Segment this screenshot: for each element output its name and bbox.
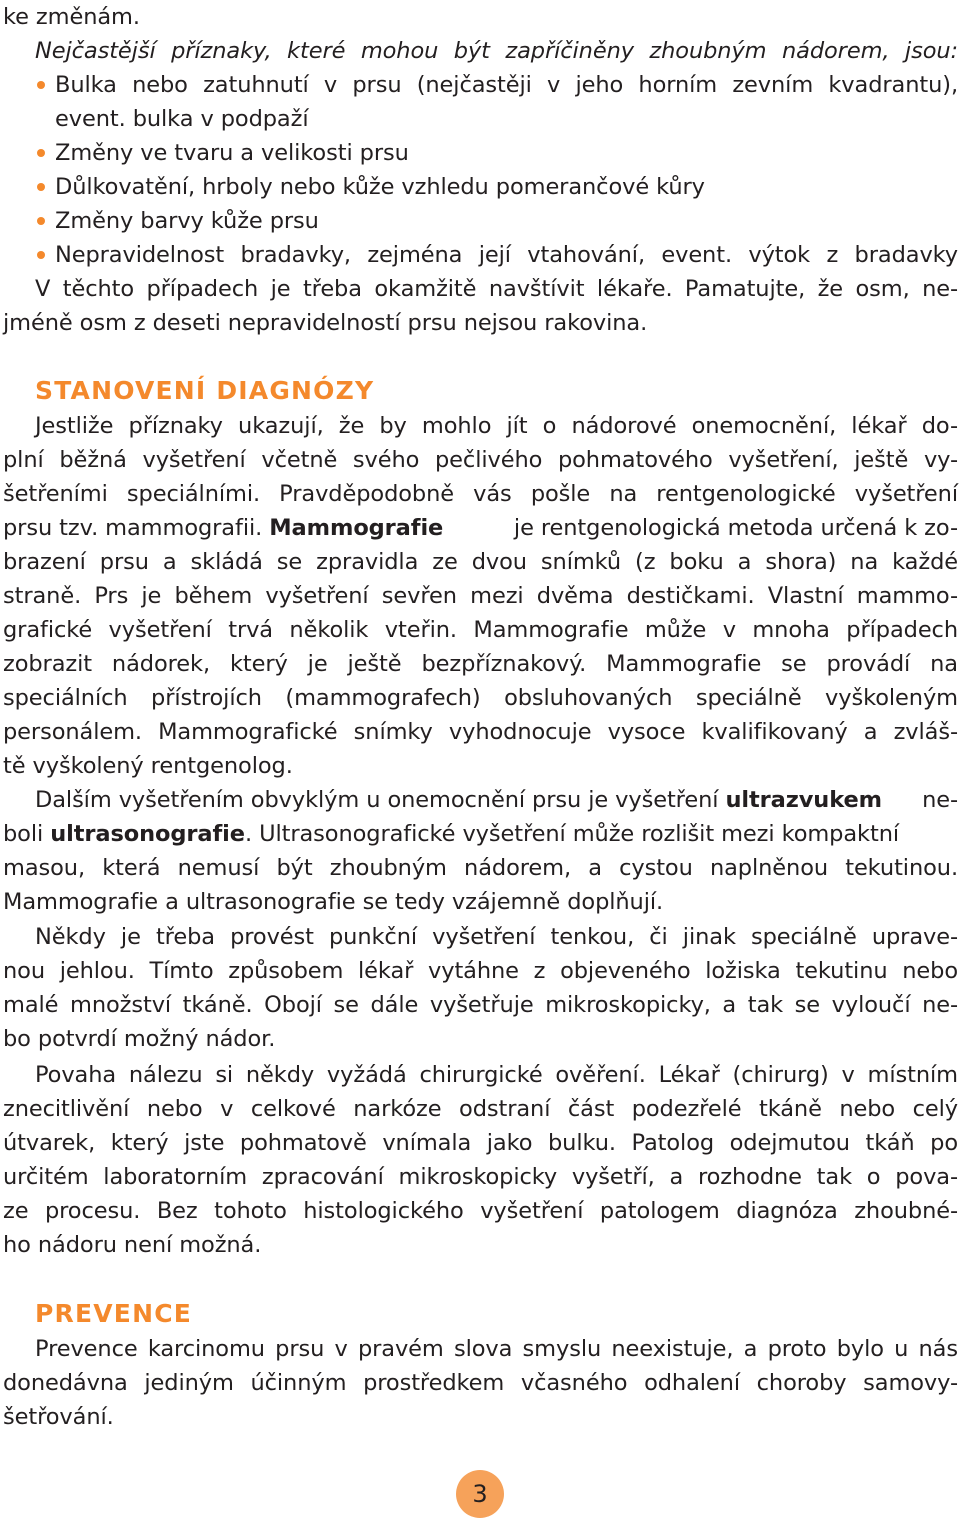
text-line: brazení prsu a skládá se zpravidla ze dvou snímků (z boku a shora) na každé [3,549,958,575]
text-line: zobrazit nádorek, který je ještě bezpříznakový. Mammografie se provádí na [3,651,958,677]
term-ultrasonografie: ultrasonografie [50,821,245,847]
text-line: šetřeními speciálními. Pravděpodobně vás pošle na rentgenologické vyšetření [3,481,958,507]
bullet-icon [37,81,45,89]
text-line: Mammografie a ultrasonografie se tedy vzájemně doplňují. [3,889,664,915]
page-number: 3 [456,1470,504,1518]
text-line: bo potvrdí možný nádor. [3,1026,276,1052]
text-span: je rentgenologická metoda určená k zo- [513,515,958,541]
text-line: určitém laboratorním zpracování mikroskopicky vyšetří, a rozhodne tak o pova- [3,1164,958,1190]
list-item [3,68,958,102]
list-item [3,204,319,238]
list-item-label: Bulka nebo zatuhnutí v prsu (nejčastěji v jeho horním zevním kvadrantu), [55,72,958,98]
text-line: znecitlivění nebo v celkové narkóze odstraní část podezřelé tkáně nebo celý [3,1096,958,1122]
text-span: boli [3,821,44,847]
bullet-icon [37,183,45,191]
text-line: jméně osm z deseti nepravidelností prsu nejsou rakovina. [3,310,648,336]
text-line: plní běžná vyšetření včetně svého pečlivého pohmatového vyšetření, ještě vy- [3,447,958,473]
text-line: šetřování. [3,1404,114,1430]
text-line: Někdy je třeba provést punkční vyšetření tenkou, či jinak speciálně uprave- [35,924,958,950]
text-line: straně. Prs je během vyšetření sevřen mezi dvěma destičkami. Vlastní mammo- [3,583,958,609]
bullet-icon [37,149,45,157]
text-line: nou jehlou. Tímto způsobem lékař vytáhne z objeveného ložiska tekutinu nebo [3,958,958,984]
text-line: grafické vyšetření trvá několik vteřin. Mammografie může v mnoha případech [3,617,958,643]
text-line: útvarek, který jste pohmatově vnímala jako bulku. Patolog odejmutou tkáň po [3,1130,958,1156]
text-line: Prevence karcinomu prsu v pravém slova smyslu neexistuje, a proto bylo u nás [35,1336,958,1362]
section-heading-prevention: PREVENCE [35,1299,193,1328]
symptoms-heading: Nejčastější příznaky, které mohou být zapříčiněny zhoubným nádorem, jsou: [35,38,958,64]
text-line: tě vyškolený rentgenolog. [3,753,293,779]
text-line [3,783,958,817]
text-span: . Ultrasonografické vyšetření může rozlišit mezi kompaktní [244,821,900,847]
text-span [3,817,899,851]
text-line: ke změnám. [3,4,140,30]
text-span [3,511,443,545]
list-item [3,238,958,272]
text-line: Povaha nálezu si někdy vyžádá chirurgické ověření. Lékař (chirurg) v místním [35,1062,958,1088]
text-span: ne- [922,787,958,813]
text-line: malé množství tkáně. Obojí se dále vyšetřuje mikroskopicky, a tak se vyloučí ne- [3,992,958,1018]
text-line: personálem. Mammografické snímky vyhodnocuje vysoce kvalifikovaný a zvláš- [3,719,958,745]
section-heading-diagnosis: STANOVENÍ DIAGNÓZY [35,376,375,405]
text-span: prsu tzv. mammografii. [3,515,263,541]
list-item-label: Změny barvy kůže prsu [55,208,319,234]
list-item [3,170,705,204]
text-line [3,511,958,545]
list-item-label: Důlkovatění, hrboly nebo kůže vzhledu pomerančové kůry [55,174,705,200]
text-line [3,817,958,851]
list-item [3,136,409,170]
text-line: ho nádoru není možná. [3,1232,262,1258]
text-line: Jestliže příznaky ukazují, že by mohlo jít o nádorové onemocnění, lékař do- [35,413,958,439]
list-item-label: Změny ve tvaru a velikosti prsu [55,140,409,166]
text-line: speciálních přístrojích (mammografech) obsluhovaných speciálně vyškoleným [3,685,958,711]
text-line: ze procesu. Bez tohoto histologického vyšetření patologem diagnóza zhoubné- [3,1198,958,1224]
term-mammografie: Mammografie [269,515,444,541]
list-item-label: Nepravidelnost bradavky, zejména její vtahování, event. výtok z bradavky [55,242,958,268]
text-span: Dalším vyšetřením obvyklým u onemocnění prsu je vyšetření [35,787,719,813]
text-line: V těchto případech je třeba okamžitě navštívit lékaře. Pamatujte, že osm, ne- [35,276,958,302]
text-line: masou, která nemusí být zhoubným nádorem, a cystou naplněnou tekutinou. [3,855,958,881]
bullet-icon [37,217,45,225]
term-ultrazvukem: ultrazvukem [725,787,882,813]
text-line: donedávna jediným účinným prostředkem včasného odhalení choroby samovy- [3,1370,958,1396]
list-item-continuation: event. bulka v podpaží [55,106,309,132]
bullet-icon [37,251,45,259]
text-span [35,783,882,817]
